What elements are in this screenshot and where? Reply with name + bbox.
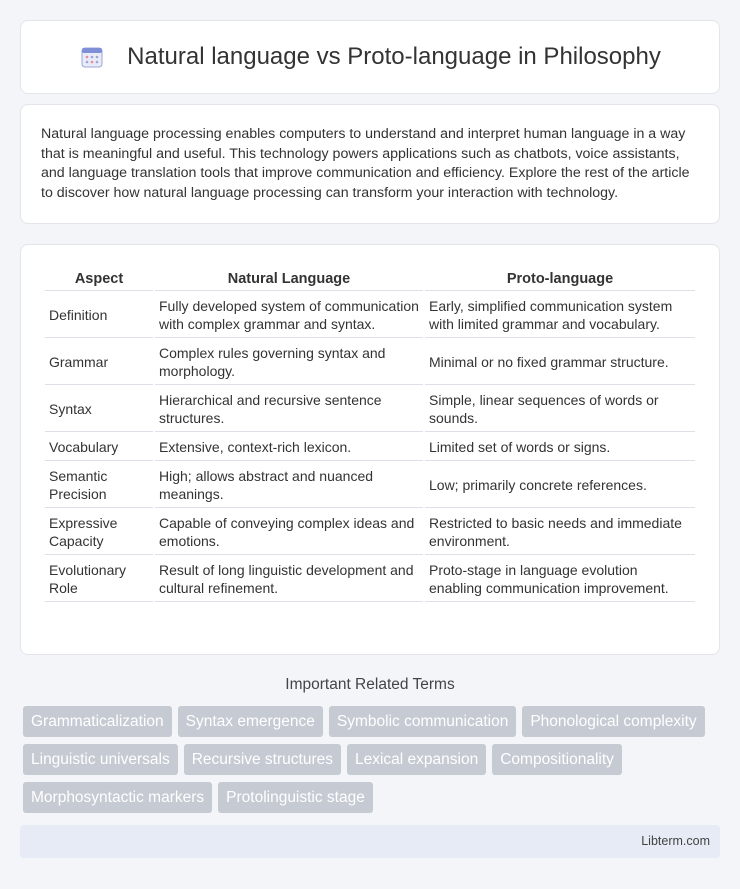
natural-cell: Hierarchical and recursive sentence structures. bbox=[155, 387, 423, 432]
related-terms-title: Important Related Terms bbox=[285, 676, 455, 693]
proto-cell: Limited set of words or signs. bbox=[425, 434, 695, 461]
intro-text: Natural language processing enables computers to understand and interpret human language in a way that is meaningful and useful. This technology powers applications such as chatbots, voice assistants, and language translation tools that improve communication and efficiency. Explore the rest of the article to discover how natural language processing can transform your interaction with technology. bbox=[41, 126, 690, 201]
related-term-tag[interactable]: Lexical expansion bbox=[347, 744, 486, 775]
aspect-cell: Semantic Precision bbox=[45, 463, 153, 508]
proto-cell: Low; primarily concrete references. bbox=[425, 463, 695, 508]
aspect-cell: Grammar bbox=[45, 340, 153, 385]
table-row bbox=[45, 387, 695, 432]
aspect-cell: Vocabulary bbox=[45, 434, 153, 461]
comparison-table bbox=[43, 263, 697, 604]
natural-cell: High; allows abstract and nuanced meanings. bbox=[155, 463, 423, 508]
table-row bbox=[45, 557, 695, 602]
related-term-tag[interactable]: Morphosyntactic markers bbox=[23, 782, 212, 813]
header-card bbox=[20, 20, 720, 94]
aspect-cell: Expressive Capacity bbox=[45, 510, 153, 555]
proto-cell: Early, simplified communication system with limited grammar and vocabulary. bbox=[425, 293, 695, 338]
intro-card bbox=[20, 104, 720, 224]
related-term-tag[interactable]: Grammaticalization bbox=[23, 706, 172, 737]
calendar-icon bbox=[79, 44, 105, 70]
page-title: Natural language vs Proto-language in Philosophy bbox=[127, 43, 661, 70]
footer bbox=[20, 825, 720, 858]
related-term-tag[interactable]: Symbolic communication bbox=[329, 706, 516, 737]
table-row bbox=[45, 463, 695, 508]
proto-cell: Minimal or no fixed grammar structure. bbox=[425, 340, 695, 385]
related-terms-list bbox=[23, 706, 723, 820]
related-term-tag[interactable]: Syntax emergence bbox=[178, 706, 323, 737]
table-row bbox=[45, 510, 695, 555]
aspect-cell: Definition bbox=[45, 293, 153, 338]
related-term-tag[interactable]: Recursive structures bbox=[184, 744, 341, 775]
header-proto-language: Proto-language bbox=[425, 265, 695, 291]
related-term-tag[interactable]: Linguistic universals bbox=[23, 744, 178, 775]
table-row bbox=[45, 293, 695, 338]
natural-cell: Complex rules governing syntax and morphology. bbox=[155, 340, 423, 385]
table-row bbox=[45, 434, 695, 461]
table-header-row bbox=[45, 265, 695, 291]
proto-cell: Proto-stage in language evolution enabling communication improvement. bbox=[425, 557, 695, 602]
aspect-cell: Evolutionary Role bbox=[45, 557, 153, 602]
aspect-cell: Syntax bbox=[45, 387, 153, 432]
comparison-card bbox=[20, 244, 720, 655]
proto-cell: Restricted to basic needs and immediate environment. bbox=[425, 510, 695, 555]
natural-cell: Extensive, context-rich lexicon. bbox=[155, 434, 423, 461]
footer-site-link[interactable]: Libterm.com bbox=[641, 834, 710, 848]
proto-cell: Simple, linear sequences of words or sounds. bbox=[425, 387, 695, 432]
header-aspect: Aspect bbox=[45, 265, 153, 291]
header-natural-language: Natural Language bbox=[155, 265, 423, 291]
related-term-tag[interactable]: Protolinguistic stage bbox=[218, 782, 373, 813]
natural-cell: Fully developed system of communication with complex grammar and syntax. bbox=[155, 293, 423, 338]
table-row bbox=[45, 340, 695, 385]
natural-cell: Result of long linguistic development and cultural refinement. bbox=[155, 557, 423, 602]
related-term-tag[interactable]: Phonological complexity bbox=[522, 706, 704, 737]
natural-cell: Capable of conveying complex ideas and emotions. bbox=[155, 510, 423, 555]
related-term-tag[interactable]: Compositionality bbox=[492, 744, 622, 775]
